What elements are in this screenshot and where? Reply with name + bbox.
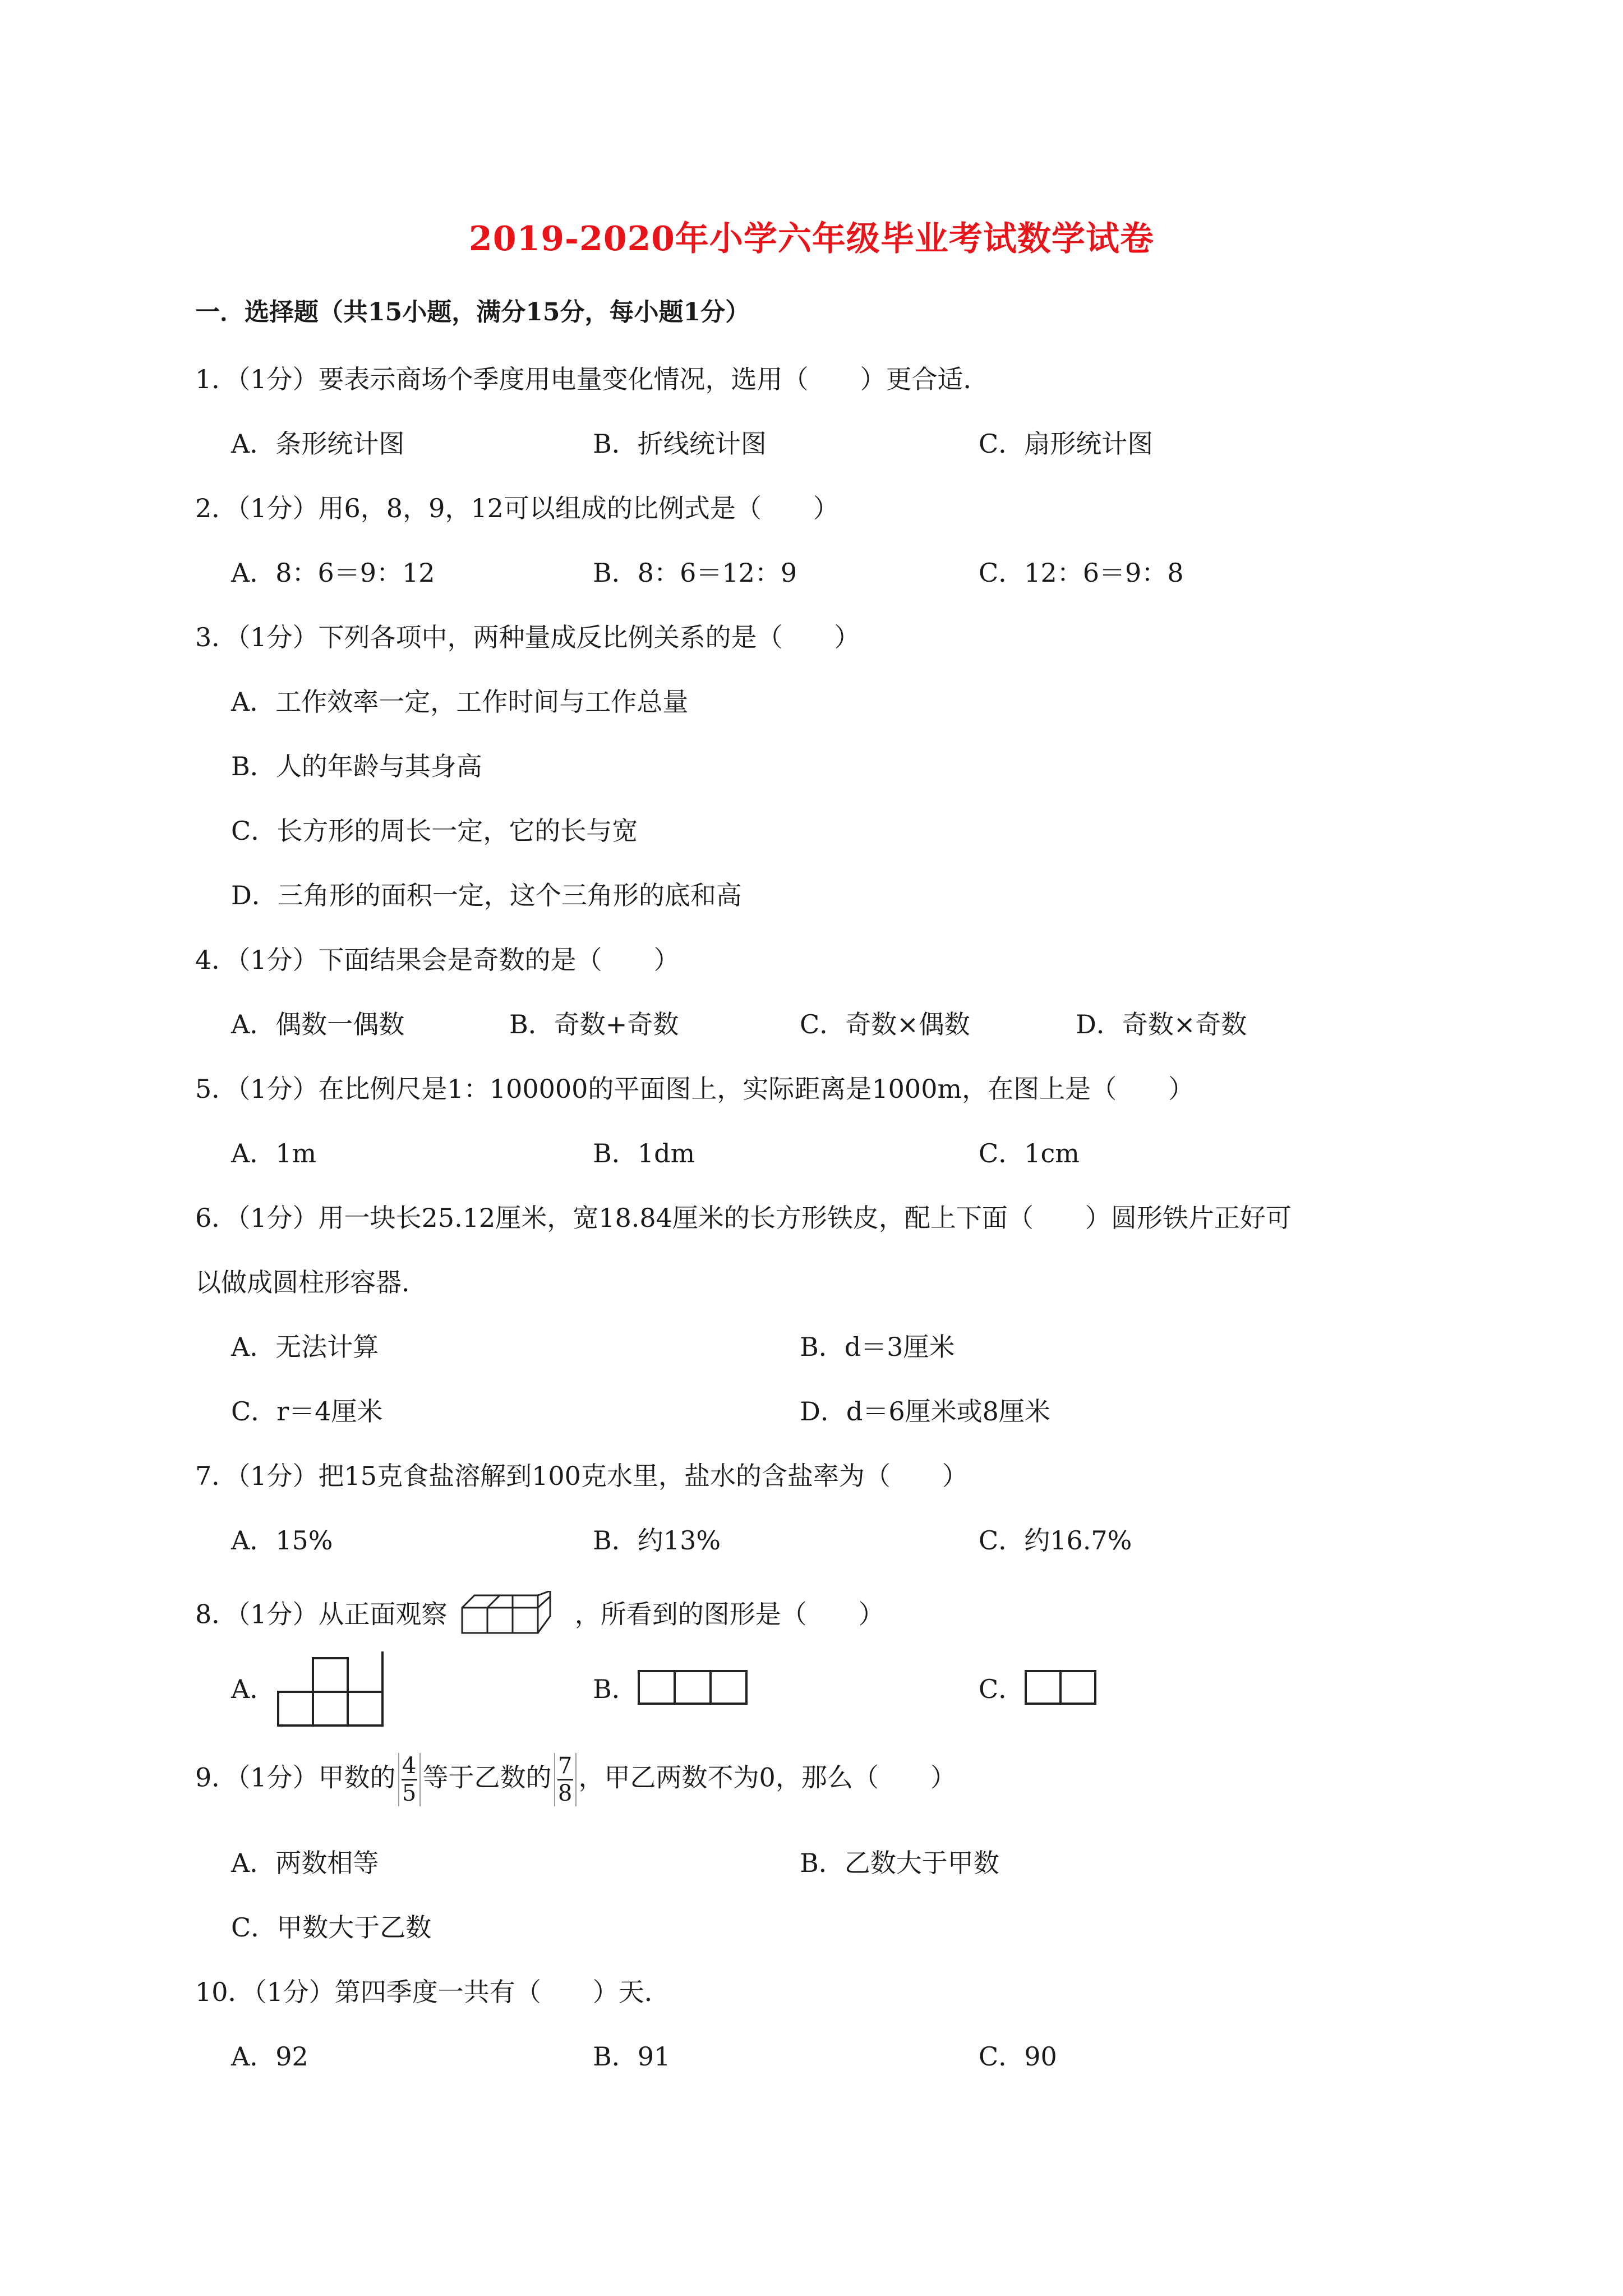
q9-stem-part-a: 9．（1分）甲数的 [195,1762,396,1793]
q10-option-a[interactable]: A．92 [231,2041,308,2072]
q1-option-a[interactable]: A．条形统计图 [231,429,405,459]
question-1-stem: 1．（1分）要表示商场个季度用电量变化情况，选用（ ）更合适． [195,364,989,394]
q9-stem-part-b: 等于乙数的 [422,1762,552,1793]
q9-option-a[interactable]: A．两数相等 [231,1848,379,1878]
question-10-stem: 10．（1分）第四季度一共有（ ）天． [195,1977,670,2007]
fraction-numerator: 7 [557,1753,573,1779]
fraction-four-fifths [398,1753,421,1806]
q4-option-d[interactable]: D．奇数×奇数 [1076,1009,1247,1039]
q4-option-a[interactable]: A．偶数一偶数 [231,1009,405,1039]
q3-option-a[interactable]: A．工作效率一定，工作时间与工作总量 [231,687,689,717]
q7-option-b[interactable]: B．约13% [593,1525,721,1556]
q9-stem-part-c: ，甲乙两数不为0，那么（ ） [578,1762,956,1793]
q8-stem-suffix: ，所看到的图形是（ ） [574,1599,884,1630]
fraction-denominator: 5 [402,1780,417,1806]
q8-option-c-figure[interactable] [1023,1669,1099,1710]
q3-option-b[interactable]: B．人的年龄与其身高 [231,751,482,781]
q2-option-b[interactable]: B．8：6＝12：9 [593,558,797,588]
q7-option-c[interactable]: C．约16.7% [979,1525,1132,1556]
q4-option-c[interactable]: C．奇数×偶数 [800,1009,970,1039]
q1-option-c[interactable]: C．扇形统计图 [979,429,1154,459]
q2-option-a[interactable]: A．8：6＝9：12 [231,558,435,588]
q6-option-d[interactable]: D．d＝6厘米或8厘米 [800,1396,1050,1427]
q6-option-a[interactable]: A．无法计算 [231,1332,379,1362]
q8-option-c[interactable]: C． [979,1674,1025,1704]
q5-option-a[interactable]: A．1m [231,1138,317,1168]
question-5-stem: 5．（1分）在比例尺是1：100000的平面图上，实际距离是1000m，在图上是（ ） [195,1074,1195,1104]
q8-stem-prefix: 8．（1分）从正面观察 [195,1599,448,1630]
q3-option-c[interactable]: C．长方形的周长一定，它的长与宽 [231,816,638,846]
q6-option-b[interactable]: B．d＝3厘米 [800,1332,955,1362]
section-heading: 一．选择题（共15小题，满分15分，每小题1分） [195,298,750,326]
cube-stack-figure [458,1591,564,1642]
q4-option-b[interactable]: B．奇数+奇数 [509,1009,679,1039]
question-6-stem: 6．（1分）用一块长25.12厘米，宽18.84厘米的长方形铁皮，配上下面（ ）圆形铁片正好可 [195,1203,1292,1233]
q5-option-b[interactable]: B．1dm [593,1138,695,1168]
q8-option-b[interactable]: B． [593,1674,638,1704]
q9-option-c[interactable]: C．甲数大于乙数 [231,1912,432,1943]
fraction-denominator: 8 [557,1780,573,1806]
fraction-numerator: 4 [402,1753,417,1779]
q9-option-b[interactable]: B．乙数大于甲数 [800,1848,999,1878]
fraction-seven-eighths [554,1753,577,1806]
q8-option-b-figure[interactable] [637,1669,749,1710]
question-6-stem-continued: 以做成圆柱形容器． [195,1267,427,1297]
question-2-stem: 2．（1分）用6，8，9，12可以组成的比例式是（ ） [195,493,839,523]
q1-option-b[interactable]: B．折线统计图 [593,429,767,459]
q5-option-c[interactable]: C．1cm [979,1138,1080,1168]
question-7-stem: 7．（1分）把15克食盐溶解到100克水里，盐水的含盐率为（ ） [195,1461,968,1491]
q2-option-c[interactable]: C．12：6＝9：8 [979,558,1184,588]
question-9-stem [195,1753,956,1806]
q10-option-b[interactable]: B．91 [593,2041,671,2072]
question-3-stem: 3．（1分）下列各项中，两种量成反比例关系的是（ ） [195,622,860,652]
exam-title: 2019-2020年小学六年级毕业考试数学试卷 [469,219,1154,259]
question-4-stem: 4．（1分）下面结果会是奇数的是（ ） [195,945,680,975]
q8-option-a[interactable]: A． [231,1674,276,1704]
q7-option-a[interactable]: A．15% [231,1525,333,1556]
question-8-stem [195,1591,884,1642]
q8-option-a-figure[interactable] [276,1649,388,1730]
q10-option-c[interactable]: C．90 [979,2041,1057,2072]
q3-option-d[interactable]: D．三角形的面积一定，这个三角形的底和高 [231,880,742,910]
q6-option-c[interactable]: C．r＝4厘米 [231,1396,383,1427]
